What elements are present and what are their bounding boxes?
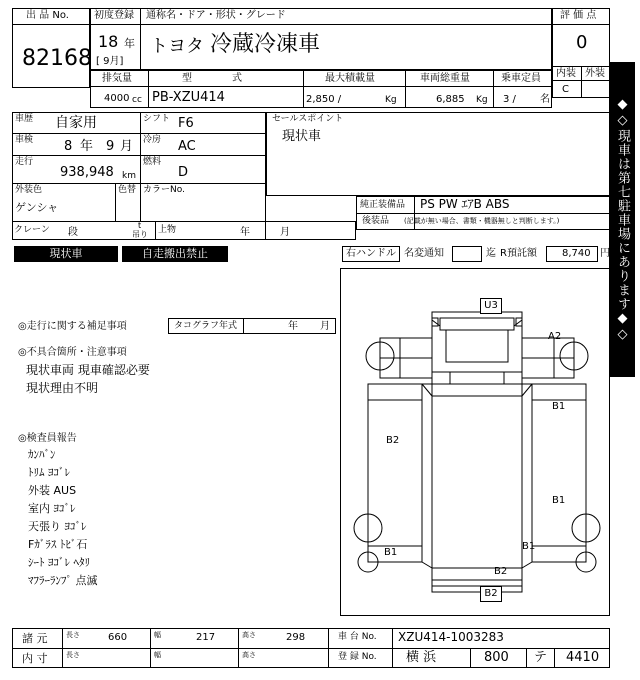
capacity-label: 乗車定員 bbox=[501, 73, 541, 84]
damage-a2: A2 bbox=[548, 331, 562, 342]
mileage-label: 走行 bbox=[15, 157, 34, 167]
ext-color-label: 外装色 bbox=[15, 185, 43, 195]
mileage-value: 938,948 bbox=[60, 165, 114, 180]
as-is-banner: 現状車 bbox=[14, 246, 118, 262]
inspection-label: 車検 bbox=[15, 135, 34, 145]
ext-color-value: ゲンシャ bbox=[15, 201, 59, 214]
r-expiry-prefix: 迄 bbox=[486, 248, 496, 259]
upper-month: 月 bbox=[280, 227, 290, 238]
exterior-label: 外装 bbox=[585, 68, 605, 79]
car-name: 冷蔵冷凍車 bbox=[210, 32, 321, 57]
shift-value: F6 bbox=[178, 116, 194, 131]
inspector-line-2: ﾄﾘﾑ ﾖｺﾞﾚ bbox=[28, 466, 70, 479]
r-amount: 8,740 bbox=[562, 248, 591, 259]
inner-height-label: 高さ bbox=[242, 651, 256, 659]
upper-label: 上物 bbox=[158, 225, 177, 235]
damage-b1-right-lower: B1 bbox=[552, 495, 566, 506]
sales-point-box bbox=[266, 112, 610, 196]
car-name-label: 通称名・ドア・形状・グレード bbox=[146, 10, 286, 21]
length-value: 660 bbox=[108, 632, 128, 643]
damage-b1-left-bottom: B1 bbox=[384, 547, 398, 558]
crane-label: クレーン bbox=[14, 225, 50, 235]
inner-length-label: 長さ bbox=[66, 651, 80, 659]
aftermarket-label: 後装品 bbox=[362, 216, 390, 226]
max-load-value: 2,850 / bbox=[306, 94, 342, 105]
history-value: 自家用 bbox=[55, 115, 97, 131]
shift-label: シフト bbox=[143, 114, 171, 124]
damage-b2-bottom: B2 bbox=[494, 566, 508, 577]
ac-label: 冷房 bbox=[143, 135, 162, 145]
gross-weight-unit: Kg bbox=[476, 95, 488, 105]
defect-line-2: 現状理由不明 bbox=[26, 381, 99, 395]
score-label: 評 価 点 bbox=[560, 10, 597, 21]
upper-year: 年 bbox=[240, 227, 250, 238]
inspection-year-unit: 年 bbox=[80, 139, 94, 154]
aftermarket-note: (記載が無い場合、書類・機器無しと判断します。) bbox=[404, 217, 560, 225]
self-delivery-banner: 自走搬出禁止 bbox=[122, 246, 228, 262]
maker-name: トヨタ bbox=[150, 36, 204, 57]
sales-point-value: 現状車 bbox=[282, 129, 322, 144]
chassis-number: XZU414-1003283 bbox=[398, 630, 504, 644]
height-label: 高さ bbox=[242, 631, 256, 639]
inspector-line-5: 天張り ﾖｺﾞﾚ bbox=[28, 520, 87, 533]
plate-kana: テ bbox=[534, 650, 548, 665]
inspector-line-7: ｼｰﾄ ﾖｺﾞﾚ ﾍﾀﾘ bbox=[28, 556, 90, 569]
mileage-unit: km bbox=[122, 171, 136, 181]
driving-notes-label: ◎走行に関する補足事項 bbox=[18, 321, 127, 332]
length-label: 長さ bbox=[66, 631, 80, 639]
defects-label: ◎不具合箇所・注意事項 bbox=[18, 347, 127, 358]
capacity-unit: 名 bbox=[540, 94, 550, 105]
sales-point-label: セールスポイント bbox=[272, 114, 344, 124]
r-expiry-label: R預託額 bbox=[500, 248, 537, 259]
displacement-unit: cc bbox=[132, 95, 142, 105]
tacho-year: 年 bbox=[288, 321, 298, 332]
inspection-month-unit: 月 bbox=[120, 139, 134, 154]
height-value: 298 bbox=[286, 632, 306, 643]
chassis-label: 車 台 No. bbox=[338, 632, 377, 642]
equipment-label: 純正装備品 bbox=[360, 200, 406, 210]
color-no-label: カラーNo. bbox=[143, 185, 185, 195]
reg-year-unit: 年 bbox=[124, 37, 135, 50]
damage-u3: U3 bbox=[480, 298, 502, 314]
name-change-label: 名変通知 bbox=[404, 248, 444, 259]
model-label: 型 式 bbox=[182, 73, 242, 84]
capacity-value: 3 / bbox=[503, 94, 516, 105]
defect-line-1: 現状車両 現車確認必要 bbox=[26, 363, 150, 377]
parking-notice: ◆◇現車は第七駐車場にあります◆◇ bbox=[609, 62, 635, 377]
inner-width-label: 幅 bbox=[154, 651, 161, 659]
lot-number: 82168 bbox=[22, 46, 92, 71]
inspector-line-8: ﾏﾌﾗｰﾗﾝﾌﾟ 点滅 bbox=[28, 574, 98, 587]
inspector-line-1: ｶﾝﾊﾞﾝ bbox=[28, 448, 56, 461]
tacho-label: タコグラフ年式 bbox=[174, 321, 238, 331]
damage-b1-right-upper: B1 bbox=[552, 401, 566, 412]
fuel-value: D bbox=[178, 165, 189, 180]
tacho-month: 月 bbox=[320, 321, 330, 332]
fuel-label: 燃料 bbox=[143, 157, 162, 167]
dims-label: 諸 元 bbox=[22, 632, 48, 645]
crane-tsuri: 吊り bbox=[132, 230, 148, 239]
max-load-label: 最大積載量 bbox=[325, 73, 375, 84]
damage-b2-box: B2 bbox=[480, 586, 502, 602]
plate-area: 横 浜 bbox=[406, 650, 437, 665]
damage-b2-left: B2 bbox=[386, 435, 400, 446]
max-load-unit: Kg bbox=[385, 95, 397, 105]
inspection-month: 9 bbox=[106, 139, 115, 154]
inspection-year: 8 bbox=[64, 139, 73, 154]
ac-value: AC bbox=[178, 139, 196, 154]
plate-label: 登 録 No. bbox=[338, 652, 377, 662]
equipment-value: PS PW ｴｱB ABS bbox=[420, 197, 510, 211]
history-label: 車歴 bbox=[15, 114, 34, 124]
lot-label: 出 品 No. bbox=[26, 10, 69, 21]
rhd-label: 右ハンドル bbox=[346, 248, 396, 259]
r-unit: 円 bbox=[600, 248, 610, 259]
gross-weight-value: 6,885 bbox=[436, 94, 465, 105]
inspector-line-6: Fｶﾞﾗｽ ﾄﾋﾞ石 bbox=[28, 538, 88, 551]
interior-label: 内装 bbox=[556, 68, 576, 79]
displacement-value: 4000 bbox=[104, 93, 130, 104]
damage-b1-mid-bottom: B1 bbox=[522, 541, 536, 552]
inspector-line-3: 外装 AUS bbox=[28, 484, 77, 497]
color-change-label: 色替 bbox=[118, 185, 137, 195]
exterior-grade: C bbox=[562, 84, 569, 95]
gross-weight-label: 車両総重量 bbox=[420, 73, 470, 84]
model-value: PB-XZU414 bbox=[152, 90, 225, 105]
inspector-label: ◎検査員報告 bbox=[18, 433, 77, 444]
crane-dan: 段 bbox=[68, 227, 78, 238]
reg-year: 18 bbox=[98, 32, 119, 51]
plate-class: 800 bbox=[484, 650, 509, 665]
truck-diagram bbox=[340, 268, 610, 616]
score-value: 0 bbox=[576, 32, 588, 53]
crane-t: t bbox=[138, 221, 142, 230]
width-value: 217 bbox=[196, 632, 216, 643]
inner-label: 内 寸 bbox=[22, 652, 48, 665]
reg-month: [ 9月] bbox=[96, 56, 124, 67]
plate-number: 4410 bbox=[566, 650, 600, 665]
inspector-line-4: 室内 ﾖｺﾞﾚ bbox=[28, 502, 76, 515]
first-reg-label: 初度登録 bbox=[94, 10, 134, 21]
name-change-box bbox=[452, 246, 482, 262]
width-label: 幅 bbox=[154, 631, 161, 639]
displacement-label: 排気量 bbox=[102, 73, 132, 84]
